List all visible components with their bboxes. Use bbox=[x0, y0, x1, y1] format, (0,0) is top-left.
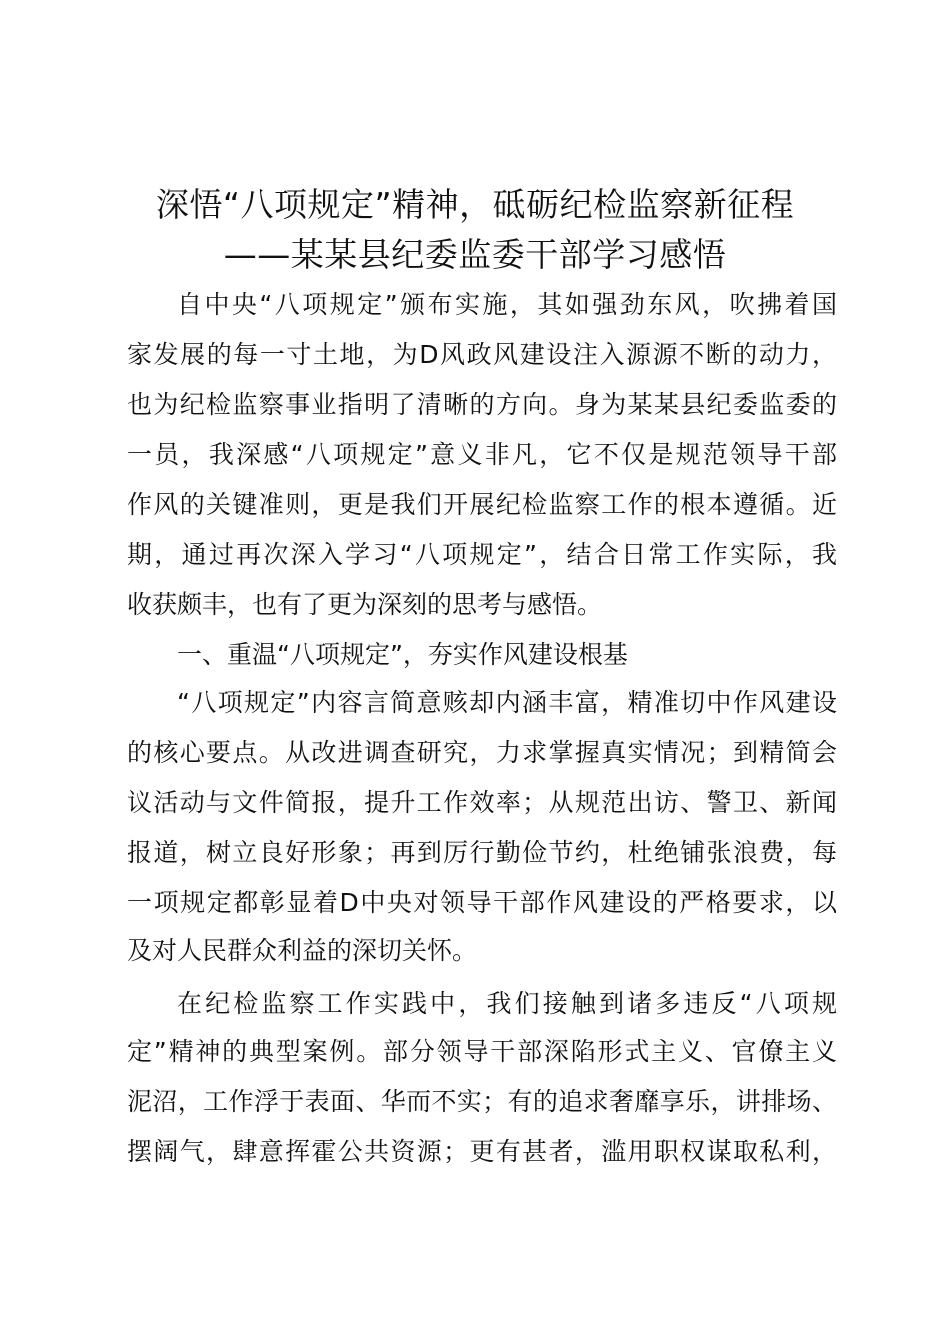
paragraph-1-line-4: 一员，我深感“八项规定”意义非凡，它不仅是规范领导干部 bbox=[127, 440, 837, 469]
document-title: 深悟“八项规定”精神，砥砺纪检监察新征程 bbox=[155, 185, 795, 224]
paragraph-2-line-3: 议活动与文件简报，提升工作效率；从规范出访、警卫、新闻 bbox=[127, 788, 837, 817]
paragraph-2-line-1: “八项规定”内容言简意赅却内涵丰富，精准切中作风建设 bbox=[177, 688, 837, 717]
paragraph-3-line-3: 泥沼，工作浮于表面、华而不实；有的追求奢靡享乐，讲排场、 bbox=[127, 1087, 837, 1116]
paragraph-3-line-4: 摆阔气，肆意挥霍公共资源；更有甚者，滥用职权谋取私利， bbox=[127, 1137, 837, 1166]
paragraph-1-line-7: 收获颇丰，也有了更为深刻的思考与感悟。 bbox=[127, 590, 603, 619]
paragraph-1-line-6: 期，通过再次深入学习“八项规定”，结合日常工作实际，我 bbox=[127, 540, 837, 569]
paragraph-1-line-2: 家发展的每一寸土地，为D风政风建设注入源源不断的动力， bbox=[127, 340, 837, 369]
title-block bbox=[0, 180, 950, 280]
document-subtitle: ——某某县纪委监委干部学习感悟 bbox=[223, 235, 727, 274]
paragraph-3-line-1: 在纪检监察工作实践中，我们接触到诸多违反“八项规 bbox=[177, 989, 837, 1018]
paragraph-2-line-2: 的核心要点。从改进调查研究，力求掌握真实情况；到精简会 bbox=[127, 738, 837, 767]
paragraph-2-line-6: 及对人民群众利益的深切关怀。 bbox=[127, 936, 478, 965]
paragraph-2-line-5: 一项规定都彰显着D中央对领导干部作风建设的严格要求，以 bbox=[127, 888, 837, 917]
paragraph-1-line-5: 作风的关键准则，更是我们开展纪检监察工作的根本遵循。近 bbox=[127, 490, 837, 519]
paragraph-1-line-1: 自中央“八项规定”颁布实施，其如强劲东风，吹拂着国 bbox=[177, 290, 837, 319]
paragraph-2-line-4: 报道，树立良好形象；再到厉行勤俭节约，杜绝铺张浪费，每 bbox=[127, 838, 837, 867]
section-heading-1: 一、重温“八项规定”，夯实作风建设根基 bbox=[177, 640, 628, 669]
paragraph-1-line-3: 也为纪检监察事业指明了清晰的方向。身为某某县纪委监委的 bbox=[127, 390, 837, 419]
paragraph-3-line-2: 定”精神的典型案例。部分领导干部深陷形式主义、官僚主义 bbox=[127, 1037, 837, 1066]
